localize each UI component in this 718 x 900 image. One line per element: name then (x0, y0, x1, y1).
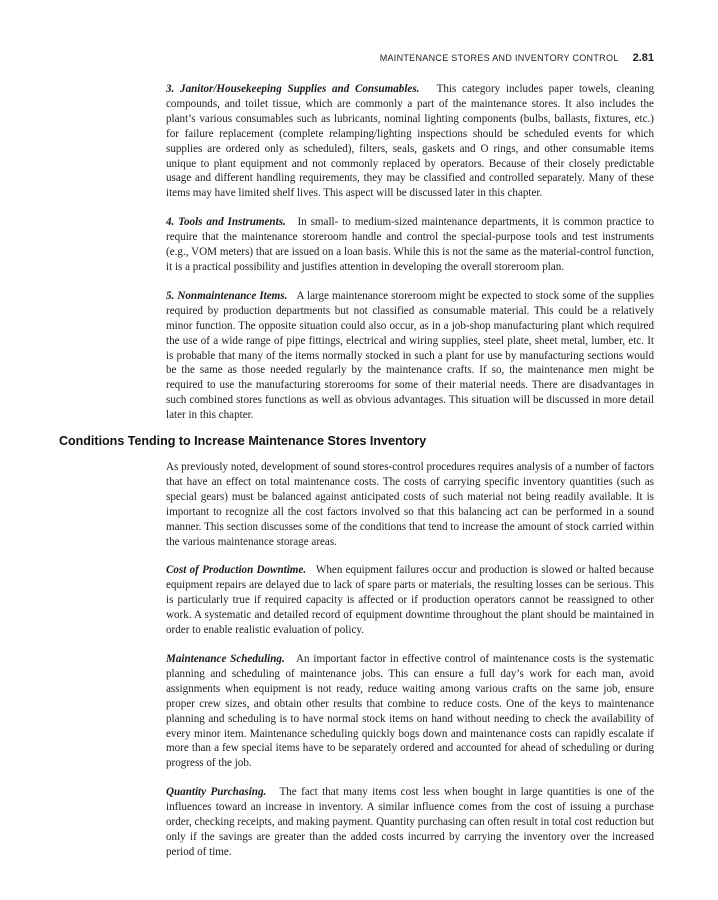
section-heading: Conditions Tending to Increase Maintenance Stores Inventory (59, 434, 427, 448)
paragraph-lead: Maintenance Scheduling. (166, 652, 285, 665)
paragraph-lead: Cost of Production Downtime. (166, 564, 307, 577)
section-body (166, 460, 654, 860)
category-list (166, 82, 654, 423)
running-title: MAINTENANCE STORES AND INVENTORY CONTROL (379, 53, 619, 63)
paragraph-quantity-purchasing (166, 785, 654, 860)
paragraph-text: An important factor in effective control of maintenance costs is the systematic planning and scheduling of maintenance jobs. This can ensure a full day’s work for each man, avoid assignments when equipment is not ready, reduce waiting among various crafts on the same job, ensure proper crew sizes, and obtain other results that combine to reduce costs. One of the keys to maintenance planning and scheduling is to have normal stock items on hand without needing to check the availability of every minor item. Maintenance scheduling quickly bogs down and maintenance costs can rapidly escalate if more than a few special items have to be separately ordered and accounted for ahead of scheduling or during progress of the job. (166, 652, 654, 770)
paragraph-text: A large maintenance storeroom might be expected to stock some of the supplies required by production departments but not classified as consumable material. This could be a relatively minor function. The opposite situation could also occur, as in a job-shop manufacturing plant which required the use of a wide range of pipe fittings, electrical and wiring supplies, steel plate, sheet metal, lumber, etc. It is probable that many of the items normally stocked in such a plant for use by manufacturing sections would be the same as those needed regularly by the maintenance crafts. If so, the maintenance men might be required to use the manufacturing storerooms for some of their material needs. There are disadvantages in such combined stores functions as well as obvious advantages. This situation will be discussed in more detail later in this chapter. (166, 289, 654, 422)
category-paragraph-tools (166, 215, 654, 275)
paragraph-lead: 5. Nonmaintenance Items. (166, 289, 288, 302)
category-paragraph-janitor (166, 82, 654, 201)
section-intro-paragraph: As previously noted, development of sound stores-control procedures requires analysis of a number of factors that have an effect on total maintenance costs. The costs of carrying specific inventory quantities (such as special gears) must be balanced against anticipated costs of such material not being readily available. It is important to recognize all the cost factors involved so that this balancing act can be performed in a sound manner. This section discusses some of the conditions that tend to increase the amount of stock carried within the various maintenance storage areas. (166, 461, 654, 548)
paragraph-text: In small- to medium-sized maintenance departments, it is common practice to require that the maintenance storeroom handle and control the special-purpose tools and test instruments (e.g., VOM meters) that are issued on a loan basis. While this is not the same as the material-control function, it is a practical possibility and justifies attention in developing the overall storeroom plan. (166, 216, 654, 273)
paragraph-lead: 4. Tools and Instruments. (166, 216, 286, 229)
paragraph-production-downtime (166, 563, 654, 638)
paragraph-text: The fact that many items cost less when bought in large quantities is one of the influences toward an increase in inventory. A similar influence comes from the cost of issuing a purchase order, checking receipts, and making payment. Quantity purchasing can often result in total cost reduction but only if the savings are greater than the added costs incurred by carrying the inventory over the increased period of time. (166, 786, 655, 858)
paragraph-lead: Quantity Purchasing. (166, 786, 267, 799)
paragraph-maintenance-scheduling (166, 652, 654, 771)
paragraph-text: When equipment failures occur and production is slowed or halted because equipment repairs are delayed due to lack of spare parts or materials, the resulting losses can be serious. This is particularly true if required capacity is affected or if production operators cannot be reassigned to other work. A systematic and detailed record of equipment downtime throughout the plant should be maintained in order to enable realistic evaluation of policy. (166, 564, 654, 637)
page-number: 2.81 (632, 52, 654, 64)
paragraph-text: This category includes paper towels, cleaning compounds, and toilet tissue, which are commonly a part of the maintenance stores. It also includes the plant’s various consumables such as lubricants, nominal lighting components (bulbs, ballasts, fixtures, etc.) for failure replacement (complete relamping/lighting inspections should be scheduled events for which supplies are ordered only as scheduled), filters, seals, gaskets and O rings, and other consumable items unique to plant equipment and not commonly replaced by operators. Because of their closely predictable usage and different handling requirements, they may be classified and controlled separately. Many of these items may have limited shelf lives. This aspect will be discussed later in this chapter. (166, 83, 654, 200)
running-header (0, 52, 654, 64)
paragraph-lead: 3. Janitor/Housekeeping Supplies and Consumables. (166, 83, 420, 95)
category-paragraph-nonmaintenance (166, 289, 654, 423)
